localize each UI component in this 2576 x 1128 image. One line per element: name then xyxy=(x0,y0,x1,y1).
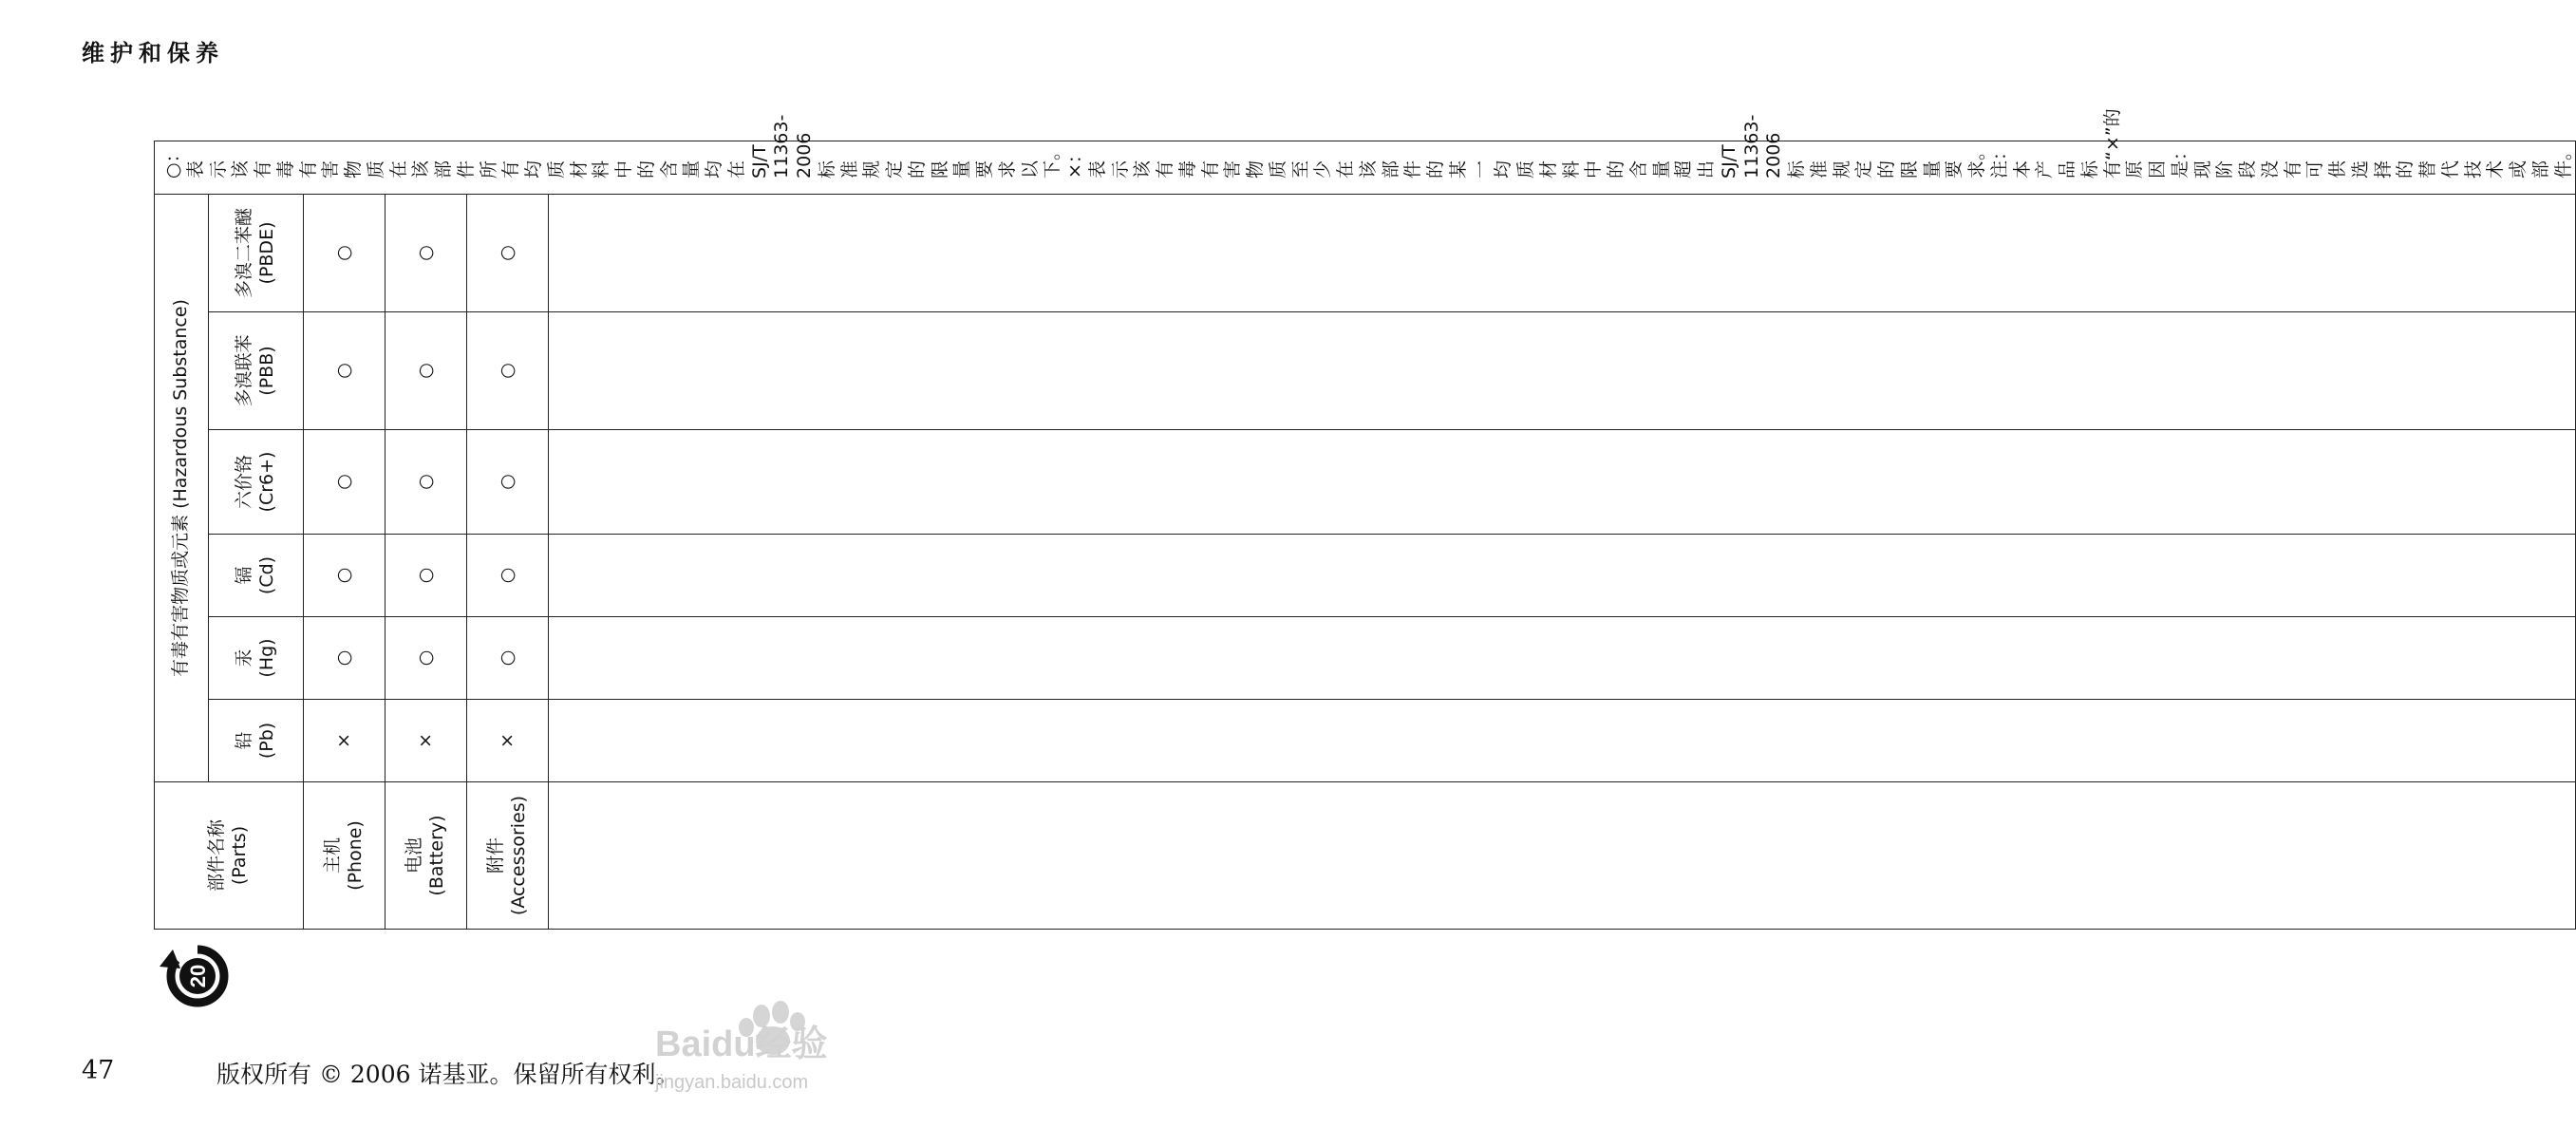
page-number: 47 xyxy=(82,1056,115,1085)
watermark-brand: Baidu经验 xyxy=(655,1025,828,1064)
part-en: (Accessories) xyxy=(507,795,529,916)
substance-en: (Cd) xyxy=(255,555,277,595)
substance-en: (Cr6+) xyxy=(255,451,277,513)
table-row xyxy=(467,141,549,929)
logo-number: 20 xyxy=(186,964,210,988)
mark-cell: ○ xyxy=(467,194,549,311)
substance-en: (Hg) xyxy=(255,638,277,678)
mark-cell: ○ xyxy=(304,535,385,617)
mark-cell: ○ xyxy=(304,617,385,700)
substance-cn: 多溴二苯醚 xyxy=(233,207,254,298)
substance-en: (Pb) xyxy=(255,722,277,760)
substance-cn: 铅 xyxy=(233,731,254,750)
table-row xyxy=(304,141,385,929)
substance-cn: 多溴联苯 xyxy=(233,334,254,407)
spacer-cell xyxy=(549,535,2576,617)
mark-cell: ○ xyxy=(467,430,549,535)
environment-friendly-use-period-logo xyxy=(163,938,232,1014)
page-heading: 维护和保养 xyxy=(82,40,224,66)
part-en: (Phone) xyxy=(344,820,366,891)
mark-cell: ○ xyxy=(304,312,385,430)
spacer-cell xyxy=(549,430,2576,535)
substance-header-pbde xyxy=(209,194,304,311)
substance-cn: 六价铬 xyxy=(233,455,254,510)
table-row xyxy=(385,141,467,929)
part-cn: 电池 xyxy=(403,837,424,874)
parts-header-cell xyxy=(155,782,304,930)
substance-group-header: 有毒有害物质或元素 (Hazardous Substance) xyxy=(155,194,209,781)
spacer-cell xyxy=(549,617,2576,700)
substance-cn: 镉 xyxy=(233,566,254,585)
mark-cell: × xyxy=(467,700,549,782)
mark-cell: × xyxy=(385,700,467,782)
mark-cell: ○ xyxy=(385,617,467,700)
copyright-notice: 版权所有 © 2006 诺基亚。保留所有权利。 xyxy=(216,1061,680,1088)
spacer-cell xyxy=(549,312,2576,430)
mark-cell: ○ xyxy=(304,430,385,535)
mark-cell: ○ xyxy=(385,194,467,311)
parts-header-cn: 部件名称 xyxy=(206,819,228,893)
substance-cn: 汞 xyxy=(233,649,254,667)
mark-cell: ○ xyxy=(467,312,549,430)
part-name-accessories xyxy=(467,782,549,930)
substance-en: (PBB) xyxy=(255,346,277,396)
substance-header-hg xyxy=(209,617,304,700)
note-circle: ○：表示该有毒有害物质在该部件所有均质材料中的含量均在 SJ/T 11363-2006 标准规定的限量要求以下。 xyxy=(162,114,1063,179)
mark-cell: ○ xyxy=(467,535,549,617)
mark-cell: ○ xyxy=(385,312,467,430)
substance-header-cr6 xyxy=(209,430,304,535)
mark-cell: ○ xyxy=(385,430,467,535)
watermark-url: jingyan.baidu.com xyxy=(655,1072,809,1093)
part-en: (Battery) xyxy=(425,815,447,896)
parts-header-en: (Parts) xyxy=(229,825,250,886)
notes-cell xyxy=(155,108,2576,194)
substance-header-cd xyxy=(209,535,304,617)
part-name-battery xyxy=(385,782,467,930)
hazardous-substance-table xyxy=(154,108,2576,930)
part-name-phone xyxy=(304,782,385,930)
spacer-cell xyxy=(549,782,2576,930)
mark-cell: ○ xyxy=(467,617,549,700)
hazardous-substance-table-wrapper xyxy=(154,108,2574,930)
substance-en: (PBDE) xyxy=(255,221,277,285)
note-remark: 注：本产品标有“×”的原因是：现阶段没有可供选择的替代技术或部件。 xyxy=(1988,108,2574,179)
spacer-cell xyxy=(549,700,2576,782)
part-cn: 主机 xyxy=(321,837,343,874)
notes-spacer-row xyxy=(549,141,2576,929)
mark-cell: ○ xyxy=(304,194,385,311)
mark-cell: × xyxy=(304,700,385,782)
substance-header-pb xyxy=(209,700,304,782)
substance-header-pbb xyxy=(209,312,304,430)
baidu-jingyan-watermark xyxy=(655,997,893,1101)
mark-cell: ○ xyxy=(385,535,467,617)
part-cn: 附件 xyxy=(484,837,506,874)
note-cross: ×：表示该有毒有害物质至少在该部件的某一均质材料中的含量超出 SJ/T 11363-2006 标准规定的限量要求。 xyxy=(1064,114,1987,179)
spacer-cell xyxy=(549,194,2576,311)
